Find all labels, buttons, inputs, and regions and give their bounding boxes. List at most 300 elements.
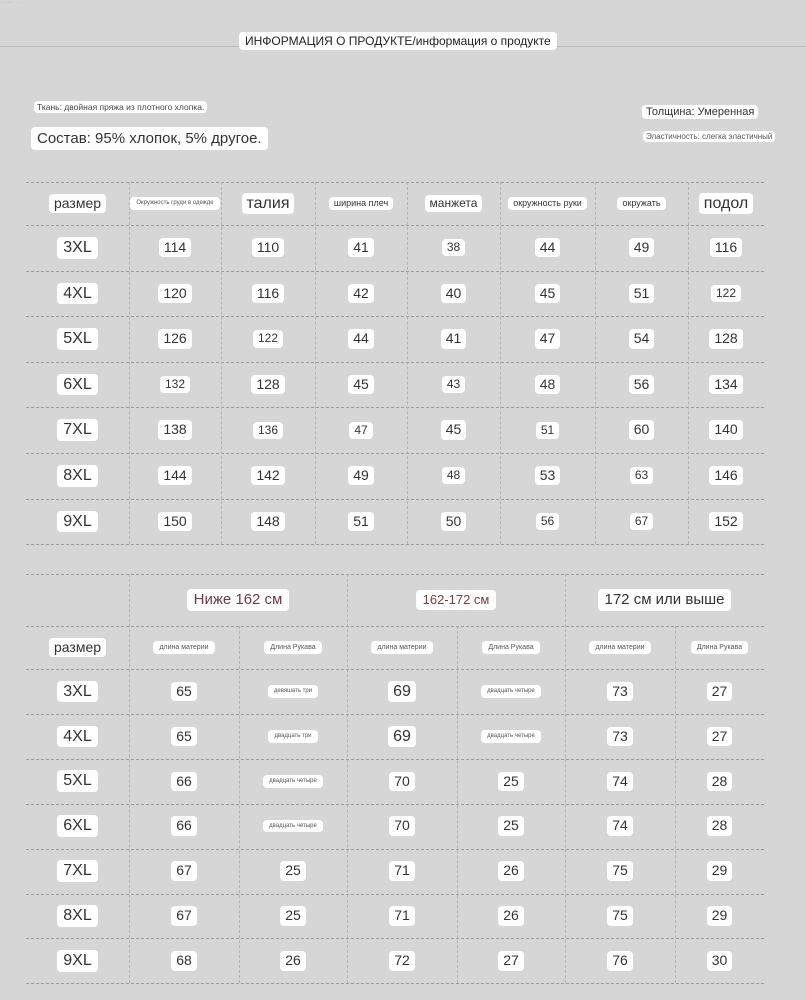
table-cell [26, 407, 129, 453]
thickness-scale: ····· · [0, 0, 21, 6]
measurement-value: 66 [171, 772, 197, 791]
header-length: длина материи [153, 641, 214, 655]
measurement-value: 126 [158, 329, 191, 348]
table-cell [221, 225, 315, 271]
table-cell [315, 316, 407, 362]
table-cell [26, 669, 129, 714]
measurement-value: 63 [630, 467, 653, 484]
header-circumference: окружать [617, 197, 665, 211]
measurement-value: 67 [171, 906, 197, 925]
table-row [26, 894, 764, 939]
table-cell [688, 453, 764, 499]
row-divider [26, 849, 764, 850]
measurement-value: двадцать четыре [263, 775, 323, 788]
table-cell [129, 938, 239, 983]
row-divider [26, 804, 764, 805]
column-divider [407, 182, 408, 544]
column-divider [457, 626, 458, 983]
table-cell [239, 894, 347, 939]
header-cell [347, 626, 457, 669]
table-cell [688, 271, 764, 317]
header-length: длина материи [371, 641, 432, 655]
measurement-value: 28 [707, 772, 733, 791]
table-cell [565, 669, 675, 714]
table-cell [457, 894, 565, 939]
size-label: 4XL [57, 283, 97, 305]
measurement-value: 41 [441, 329, 467, 348]
measurement-value: 29 [707, 861, 733, 880]
measurement-value: 25 [498, 772, 524, 791]
measurement-value: 132 [160, 376, 190, 393]
measurement-value: 25 [280, 861, 306, 880]
header-cell [688, 182, 764, 225]
table-cell [129, 894, 239, 939]
table-cell [565, 938, 675, 983]
table-cell [457, 938, 565, 983]
table-cell [221, 362, 315, 408]
table-cell [457, 669, 565, 714]
measurement-value: 50 [441, 512, 467, 531]
measurement-value: 25 [498, 816, 524, 835]
table-cell [457, 804, 565, 849]
measurement-value: 51 [629, 284, 655, 303]
page-title: ИНФОРМАЦИЯ О ПРОДУКТЕ/информация о продукте [239, 32, 557, 50]
header-chest: Окружность груди в одежде [130, 197, 219, 210]
size-label: 3XL [57, 681, 97, 703]
measurement-value: 140 [709, 420, 742, 439]
table-cell [595, 271, 688, 317]
measurement-value: 116 [252, 284, 284, 303]
measurement-value: 26 [280, 951, 306, 970]
table-cell [595, 316, 688, 362]
measurement-value: 44 [535, 238, 561, 257]
table-cell [675, 714, 764, 759]
size-label: 7XL [57, 860, 97, 882]
table-cell [675, 849, 764, 894]
size-label: 3XL [57, 237, 97, 259]
table-cell [457, 849, 565, 894]
row-divider [26, 453, 764, 454]
table-cell [347, 849, 457, 894]
measurement-value: 152 [709, 512, 742, 531]
measurement-value: 27 [707, 727, 733, 746]
measurement-value: 72 [389, 951, 415, 970]
row-divider [26, 225, 764, 226]
row-divider [26, 938, 764, 939]
table-cell [457, 714, 565, 759]
row-divider [26, 182, 764, 183]
group-cell [129, 574, 347, 626]
table-cell [26, 714, 129, 759]
table-header-row [26, 182, 764, 225]
table-cell [565, 894, 675, 939]
table-cell [407, 499, 500, 545]
measurement-value: 73 [607, 727, 633, 746]
table-cell [315, 453, 407, 499]
header-sleeve: Длина Рукава [264, 641, 321, 655]
size-label: 5XL [57, 328, 97, 350]
table-row [26, 669, 764, 714]
row-divider [26, 626, 764, 627]
measurement-value: 70 [389, 772, 415, 791]
table-cell [675, 759, 764, 804]
measurement-value: 114 [159, 238, 191, 257]
measurement-value: девяшать три [268, 685, 318, 698]
table-cell [407, 453, 500, 499]
header-cell [595, 182, 688, 225]
table-cell [457, 759, 565, 804]
table-cell [595, 407, 688, 453]
table-cell [129, 669, 239, 714]
table-cell [239, 714, 347, 759]
table-row [26, 714, 764, 759]
measurement-value: 74 [607, 772, 633, 791]
measurement-value: 48 [535, 375, 561, 394]
size-label: 6XL [57, 374, 97, 396]
table-cell [675, 938, 764, 983]
table-cell [315, 362, 407, 408]
measurement-value: двадцать четыре [263, 820, 323, 833]
table-cell [500, 407, 595, 453]
table-cell [129, 271, 221, 317]
measurement-value: 110 [252, 238, 284, 257]
table-cell [129, 362, 221, 408]
measurement-value: 138 [158, 420, 191, 439]
header-cell [675, 626, 764, 669]
table-cell [688, 225, 764, 271]
table-cell [26, 362, 129, 408]
table-cell [407, 316, 500, 362]
table-cell [407, 362, 500, 408]
header-cell [26, 182, 129, 225]
measurement-value: 45 [535, 284, 561, 303]
header-cell [239, 626, 347, 669]
table-cell [129, 849, 239, 894]
header-sleeve: Длина Рукава [482, 641, 539, 655]
header-cuff: манжета [425, 195, 483, 212]
measurement-value: 49 [629, 238, 655, 257]
measurement-value: 74 [607, 816, 633, 835]
header-arm: окружность руки [508, 197, 587, 211]
measurement-value: 40 [441, 284, 467, 303]
measurement-value: 71 [389, 906, 415, 925]
table-cell [129, 453, 221, 499]
table-cell [239, 938, 347, 983]
size-table-2 [26, 574, 764, 984]
table-cell [315, 271, 407, 317]
measurement-value: 67 [630, 513, 653, 530]
group-172-plus: 172 см или выше [598, 589, 732, 612]
table-cell [239, 759, 347, 804]
table-cell [407, 271, 500, 317]
measurement-value: 56 [629, 375, 655, 394]
header-cell [407, 182, 500, 225]
measurement-value: 76 [607, 951, 633, 970]
table-cell [129, 714, 239, 759]
measurement-value: 49 [348, 466, 374, 485]
measurement-value: 134 [709, 375, 742, 394]
measurement-value: 120 [158, 284, 191, 303]
table-cell [129, 316, 221, 362]
table-cell [595, 453, 688, 499]
measurement-value: 48 [442, 467, 465, 484]
measurement-value: 51 [536, 422, 559, 439]
measurement-value: 122 [711, 285, 741, 302]
row-divider [26, 316, 764, 317]
table-cell [675, 894, 764, 939]
measurement-value: двадцать четыре [481, 730, 541, 743]
table-header-row [26, 626, 764, 669]
measurement-value: 47 [535, 329, 561, 348]
measurement-value: 122 [253, 330, 283, 347]
table-cell [500, 225, 595, 271]
measurement-value: 69 [388, 681, 416, 703]
measurement-value: 45 [348, 375, 374, 394]
table-row [26, 453, 764, 499]
table-cell [347, 804, 457, 849]
measurement-value: 56 [536, 513, 559, 530]
header-cell [457, 626, 565, 669]
table-cell [500, 362, 595, 408]
measurement-value: 47 [349, 422, 372, 439]
measurement-value: 128 [709, 329, 742, 348]
measurement-value: 136 [253, 422, 283, 439]
table-cell [500, 271, 595, 317]
table-cell [26, 453, 129, 499]
measurement-value: 43 [442, 376, 465, 393]
measurement-value: 27 [498, 951, 524, 970]
header-cell [129, 182, 221, 225]
table-cell [347, 669, 457, 714]
header-waist: талия [242, 193, 295, 215]
measurement-value: 51 [348, 512, 374, 531]
table-cell [347, 714, 457, 759]
table-cell [688, 407, 764, 453]
table-row [26, 225, 764, 271]
measurement-value: 44 [348, 329, 374, 348]
table-cell [315, 225, 407, 271]
table-cell [595, 499, 688, 545]
table-cell [688, 362, 764, 408]
group-162-172: 162-172 см [416, 590, 497, 610]
table-cell [239, 804, 347, 849]
table-row [26, 804, 764, 849]
measurement-value: 148 [251, 512, 284, 531]
table-cell [221, 316, 315, 362]
table-cell [26, 271, 129, 317]
header-size: размер [49, 638, 106, 657]
measurement-value: 75 [607, 906, 633, 925]
table-cell [500, 453, 595, 499]
row-divider [26, 574, 764, 575]
table-cell [129, 804, 239, 849]
table-cell [26, 849, 129, 894]
table-row [26, 362, 764, 408]
measurement-value: 45 [441, 420, 467, 439]
header-size: размер [49, 194, 106, 213]
table-cell [26, 225, 129, 271]
header-length: длина материи [589, 641, 650, 655]
table-cell [347, 938, 457, 983]
row-divider [26, 271, 764, 272]
measurement-value: 54 [629, 329, 655, 348]
table-row [26, 271, 764, 317]
measurement-value: 53 [535, 466, 561, 485]
table-cell [221, 407, 315, 453]
row-divider [26, 983, 764, 984]
table-row [26, 849, 764, 894]
table-row [26, 499, 764, 545]
row-divider [26, 499, 764, 500]
measurement-value: 29 [707, 906, 733, 925]
table-cell [688, 316, 764, 362]
measurement-value: 65 [171, 727, 197, 746]
column-divider [221, 182, 222, 544]
table-cell [595, 362, 688, 408]
size-label: 8XL [57, 465, 97, 487]
table-row [26, 759, 764, 804]
header-cell [500, 182, 595, 225]
measurement-value: 67 [171, 861, 197, 880]
column-divider [688, 182, 689, 544]
table-cell [129, 759, 239, 804]
column-divider [239, 626, 240, 983]
table-cell [688, 499, 764, 545]
table-cell [239, 849, 347, 894]
table-cell [315, 499, 407, 545]
measurement-value: 42 [348, 284, 374, 303]
header-hem: подол [699, 193, 753, 215]
measurement-value: двадцать четыре [481, 685, 541, 698]
table-cell [500, 499, 595, 545]
measurement-value: 116 [710, 238, 742, 257]
measurement-value: 66 [171, 816, 197, 835]
measurement-value: 26 [498, 906, 524, 925]
table-cell [500, 316, 595, 362]
table-cell [675, 804, 764, 849]
measurement-value: 142 [251, 466, 284, 485]
table-row [26, 407, 764, 453]
row-divider [26, 407, 764, 408]
measurement-value: 69 [388, 726, 416, 748]
table-cell [221, 271, 315, 317]
measurement-value: 27 [707, 682, 733, 701]
table-cell [129, 499, 221, 545]
table-cell [315, 407, 407, 453]
fabric-info: Ткань: двойная пряжа из плотного хлопка. [34, 101, 207, 113]
column-divider [315, 182, 316, 544]
measurement-value: 146 [709, 466, 742, 485]
size-label: 4XL [57, 726, 97, 748]
measurement-value: 65 [171, 682, 197, 701]
header-cell [26, 626, 129, 669]
measurement-value: 26 [498, 861, 524, 880]
column-divider [675, 626, 676, 983]
row-divider [26, 714, 764, 715]
measurement-value: 41 [348, 238, 374, 257]
table-cell [565, 804, 675, 849]
column-divider [347, 574, 348, 983]
table-cell [26, 759, 129, 804]
group-header-row [26, 574, 764, 626]
size-table-1 [26, 182, 764, 544]
measurement-value: 70 [389, 816, 415, 835]
table-cell [565, 759, 675, 804]
table-cell [129, 225, 221, 271]
row-divider [26, 759, 764, 760]
measurement-value: 25 [280, 906, 306, 925]
column-divider [565, 574, 566, 983]
measurement-value: 28 [707, 816, 733, 835]
table-row [26, 938, 764, 983]
header-shoulder: ширина плеч [329, 197, 393, 211]
measurement-value: 73 [607, 682, 633, 701]
table-cell [26, 804, 129, 849]
column-divider [129, 574, 130, 983]
measurement-value: 71 [389, 861, 415, 880]
table-cell [565, 849, 675, 894]
header-cell [221, 182, 315, 225]
elasticity-info: Эластичность: слегка эластичный [643, 131, 775, 142]
group-cell [347, 574, 565, 626]
table-cell [347, 894, 457, 939]
header-cell [565, 626, 675, 669]
composition-info: Состав: 95% хлопок, 5% другое. [31, 127, 268, 150]
row-divider [26, 894, 764, 895]
column-divider [500, 182, 501, 544]
size-label: 7XL [57, 419, 97, 441]
measurement-value: 128 [251, 375, 284, 394]
measurement-value: 30 [707, 951, 733, 970]
size-label: 9XL [57, 950, 97, 972]
table-cell [239, 669, 347, 714]
table-cell [595, 225, 688, 271]
measurement-value: 68 [171, 951, 197, 970]
header-cell [129, 626, 239, 669]
header-sleeve: Длина Рукава [691, 641, 748, 655]
row-divider [26, 669, 764, 670]
group-cell [565, 574, 764, 626]
table-cell [26, 938, 129, 983]
measurement-value: двадцать три [268, 730, 317, 743]
table-cell [129, 407, 221, 453]
table-cell [407, 407, 500, 453]
table-cell [565, 714, 675, 759]
table-cell [347, 759, 457, 804]
table-cell [221, 453, 315, 499]
measurement-value: 60 [629, 420, 655, 439]
table-cell [675, 669, 764, 714]
table-cell [26, 316, 129, 362]
measurement-value: 150 [158, 512, 191, 531]
header-cell [315, 182, 407, 225]
size-label: 5XL [57, 770, 97, 792]
table-cell [407, 225, 500, 271]
table-cell [221, 499, 315, 545]
thickness-info: Толщина: Умеренная [642, 105, 758, 119]
measurement-value: 75 [607, 861, 633, 880]
column-divider [595, 182, 596, 544]
measurement-value: 38 [442, 239, 465, 256]
row-divider [26, 362, 764, 363]
table-cell [26, 894, 129, 939]
table-row [26, 316, 764, 362]
group-below-162: Ниже 162 см [187, 589, 290, 612]
measurement-value: 144 [158, 466, 191, 485]
row-divider [26, 544, 764, 545]
column-divider [129, 182, 130, 544]
size-label: 8XL [57, 905, 97, 927]
